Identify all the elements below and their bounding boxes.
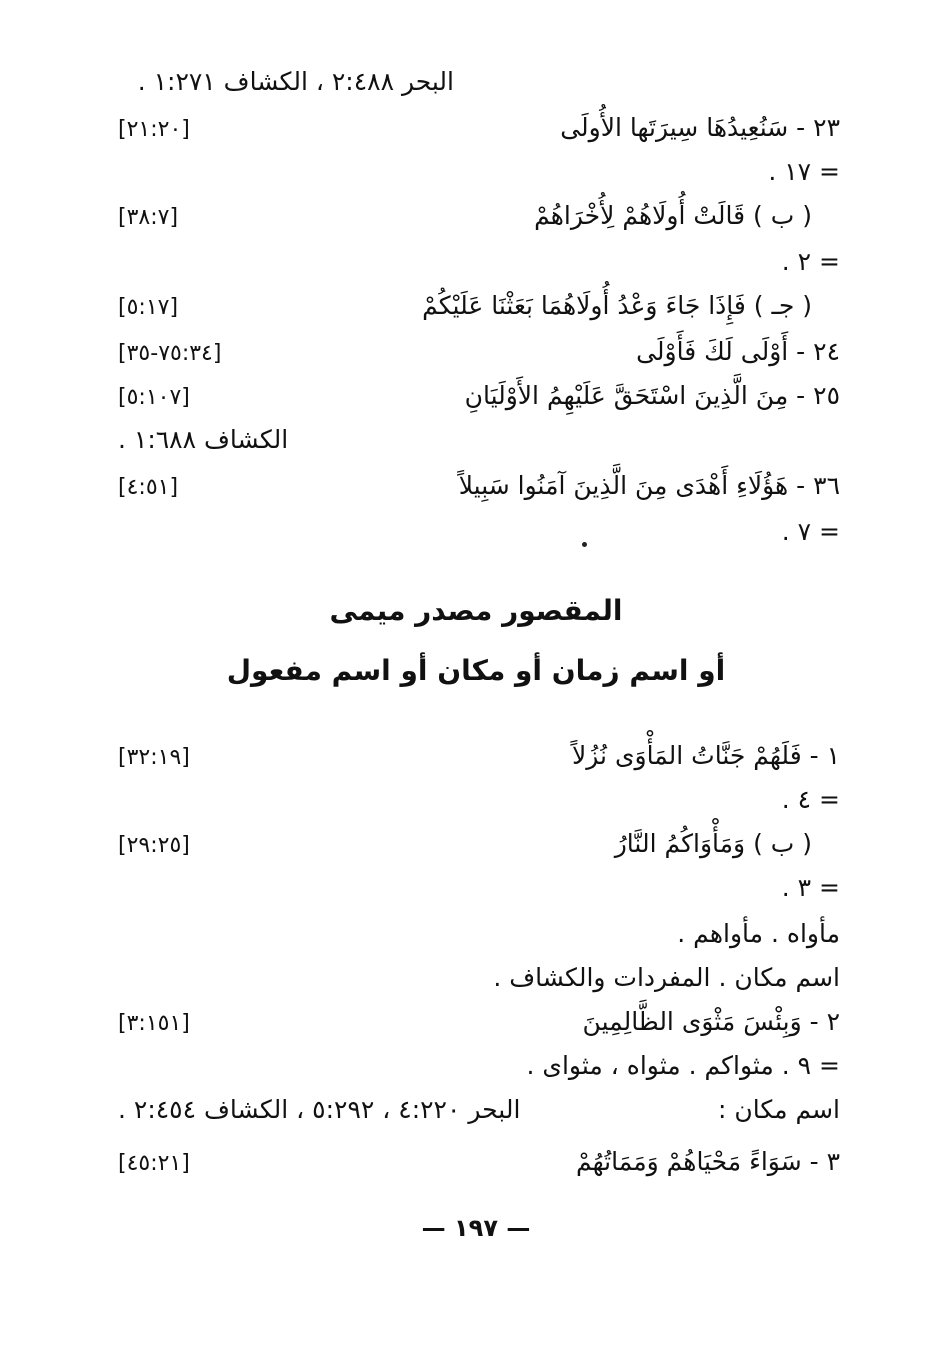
entry-25-ref: [٥:١٠٧] <box>118 385 190 410</box>
entry-23b: ( ب ) قَالَتْ أُولَاهُمْ لِأُخْرَاهُمْ <box>534 201 812 230</box>
entry2-2-count: = ٩ . مثواكم . مثواه ، مثواى . <box>526 1051 840 1080</box>
ink-dot <box>582 542 587 547</box>
entry-25-note: الكشاف ١:٦٨٨ . <box>118 425 289 454</box>
entry2-forms: مأواه . مأواهم . <box>677 919 840 948</box>
entry2-1-ref: [٣٢:١٩] <box>118 745 190 770</box>
section-heading-2: أو اسم زمان أو مكان أو اسم مفعول <box>226 654 726 687</box>
page-number: — ١٩٧ — <box>421 1214 531 1242</box>
entry2-sources: اسم مكان . المفردات والكشاف . <box>493 963 840 992</box>
entry2-1: ١ - فَلَهُمْ جَنَّاتُ المَأْوَى نُزُلاً <box>571 741 840 770</box>
entry2-1b-count: = ٣ . <box>781 873 840 902</box>
entry-23c: ( جـ ) فَإِذَا جَاءَ وَعْدُ أُولَاهُمَا بَعَثْنَا عَلَيْكُمْ <box>422 291 812 320</box>
entry-36-ref: [٤:٥١] <box>118 475 179 500</box>
entry-24: ٢٤ - أَوْلَى لَكَ فَأَوْلَى <box>636 337 840 366</box>
entry-23-count: = ١٧ . <box>768 157 840 186</box>
entry2-1b-ref: [٢٩:٢٥] <box>118 833 190 858</box>
entry-23: ٢٣ - سَنُعِيدُهَا سِيرَتَها الأُولَى <box>560 113 840 142</box>
entry2-2-ref: [٣:١٥١] <box>118 1011 190 1036</box>
entry-24-ref: [٧٥:٣٤-٣٥] <box>118 341 222 366</box>
entry2-3: ٣ - سَوَاءً مَحْيَاهُمْ وَمَمَاتُهُمْ <box>576 1147 840 1176</box>
section-heading-1: المقصور مصدر ميمى <box>329 594 623 627</box>
entry-23c-ref: [٥:١٧] <box>118 295 179 320</box>
entry-23-ref: [٢١:٢٠] <box>118 117 190 142</box>
entry2-3-ref: [٤٥:٢١] <box>118 1151 190 1176</box>
entry-25: ٢٥ - مِنَ الَّذِينَ اسْتَحَقَّ عَلَيْهِمُ الأَوْلَيَانِ <box>464 381 840 410</box>
top-note: البحر ٢:٤٨٨ ، الكشاف ١:٢٧١ . <box>137 67 454 96</box>
entry2-2: ٢ - وَبِئْسَ مَثْوَى الظَّالِمِينَ <box>582 1007 840 1036</box>
entry2-2-sources: البحر ٤:٢٢٠ ، ٥:٢٩٢ ، الكشاف ٢:٤٥٤ . <box>118 1095 521 1124</box>
entry2-2-label: اسم مكان : <box>717 1095 840 1124</box>
entry-23b-ref: [٣٨:٧] <box>118 205 179 230</box>
entry2-1-count: = ٤ . <box>781 785 840 814</box>
entry-36: ٣٦ - هَؤُلَاءِ أَهْدَى مِنَ الَّذِينَ آمَنُوا سَبِيلاً <box>458 471 840 500</box>
entry2-1b: ( ب ) وَمَأْوَاكُمُ النَّارُ <box>614 829 812 858</box>
entry-36-count: = ٧ . <box>781 517 840 546</box>
entry-23b-count: = ٢ . <box>781 247 840 276</box>
